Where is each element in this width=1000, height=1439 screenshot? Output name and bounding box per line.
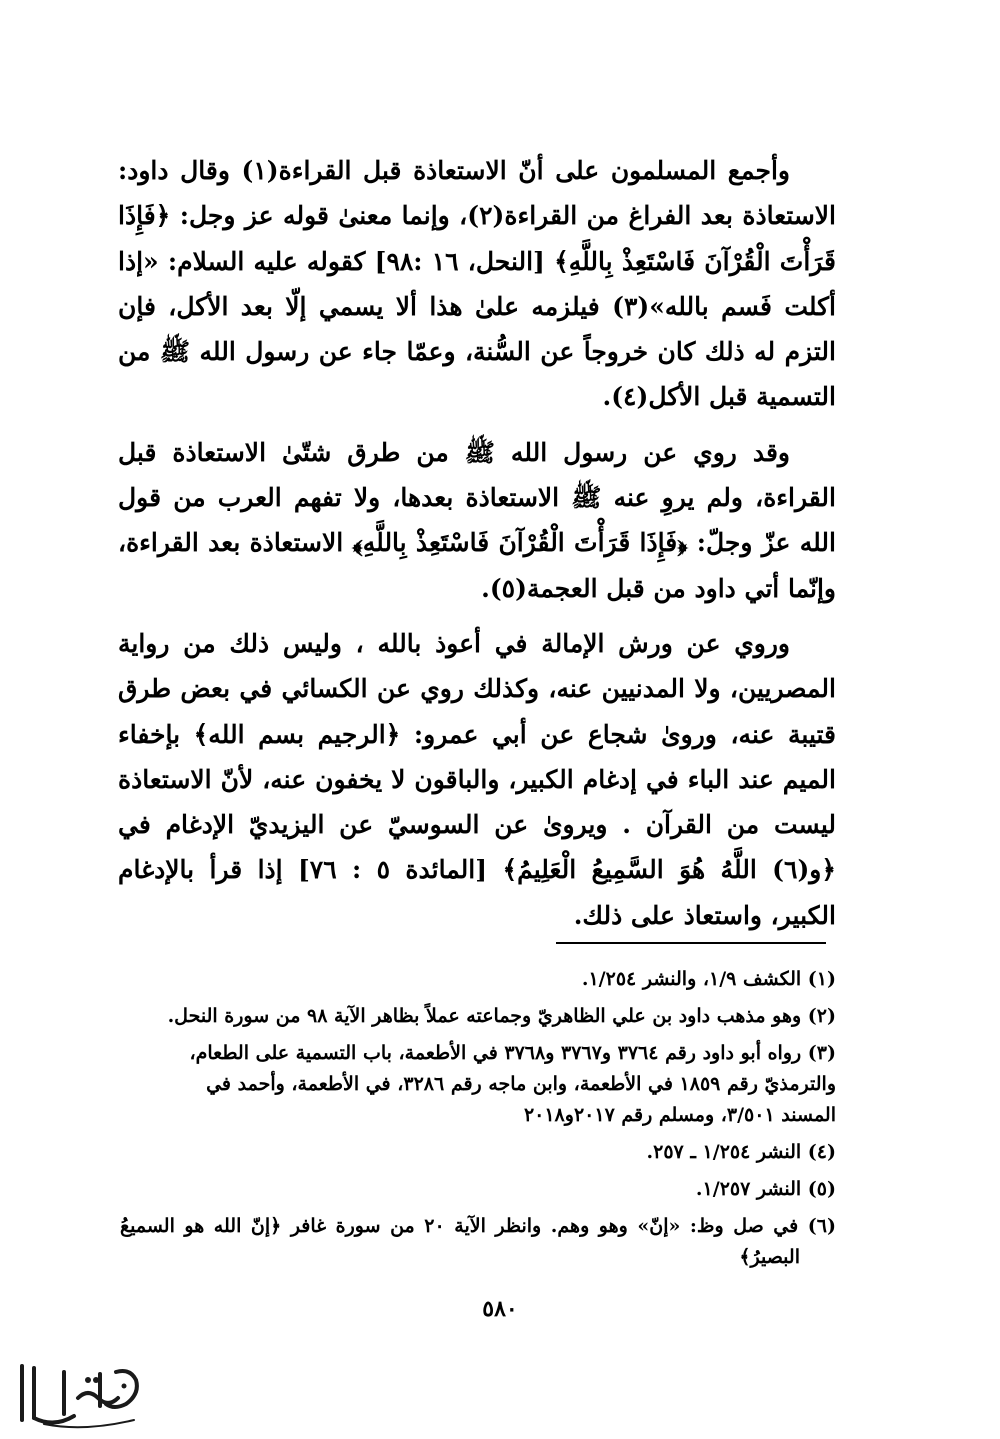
paragraph-3: وروي عن ورش الإمالة في أعوذ بالله ، وليس ذلك من رواية المصريين، ولا المدنيين عنه، وكذلك روي عن الكسائي في بعض طرق قتيبة عنه، وروىٰ شجاع عن أبي عمرو: ﴿الرجيم بسم الله﴾ بإخفاء الميم عند الباء في إدغام الكبير، والباقون لا يخفون عنه، لأنّ الاستعاذة ليست من القرآن . ويروىٰ عن السوسيّ عن اليزيديّ الإدغام في ﴿و(٦) اللَّهُ هُوَ السَّمِيعُ الْعَلِيمُ﴾ [المائدة ٥ : ٧٦] إذا قرأ بالإدغام الكبير، واستعاذ على ذلك. (118, 628, 836, 930)
footnote-line: (٢) وهو مذهب داود بن علي الظاهريّ وجماعته عملاً بظاهر الآية ٩٨ من سورة النحل. (167, 1005, 836, 1027)
footnote-2 (120, 1001, 836, 1032)
footnote-1 (120, 964, 836, 995)
footnote-5 (120, 1174, 836, 1205)
footnote-line: (٣) رواه أبو داود رقم ٣٧٦٤ و٣٧٦٧ و٣٧٦٨ في الأطعمة، باب التسمية على الطعام، (189, 1042, 836, 1064)
page-number: ٥٨٠ (482, 1296, 518, 1322)
footnote-line: المسند ٣/٥٠١، ومسلم رقم ٢٠١٧و٢٠١٨ (523, 1104, 836, 1126)
paragraph-2: وقد روي عن رسول الله ﷺ من طرق شتّىٰ الاستعاذة قبل القراءة، ولم يروِ عنه ﷺ الاستعاذة بعدها، ولا تفهم العرب من قول الله عزّ وجلّ: ﴿فَإِذَا قَرَأْتَ الْقُرْآنَ فَاسْتَعِذْ بِاللَّهِ﴾ الاستعاذة بعد القراءة، وإنّما أتي داود من قبل العجمة(٥). (118, 437, 836, 603)
footnote-line: (٦) في صل وظ: «إنّ» وهو وهم. وانظر الآية ٢٠ من سورة غافر ﴿إنّ الله هو السميعُ البصيرُ﴾ (120, 1215, 836, 1268)
footnote-4 (120, 1137, 836, 1168)
footnote-line: والترمذيّ رقم ١٨٥٩ في الأطعمة، وابن ماجه رقم ٣٢٨٦، في الأطعمة، وأحمد في (206, 1073, 836, 1095)
paragraph-1: وأجمع المسلمون على أنّ الاستعاذة قبل القراءة(١) وقال داود: الاستعاذة بعد الفراغ من القراءة(٢)، وإنما معنىٰ قوله عز وجل: ﴿فَإِذَا قَرَأْتَ الْقُرْآنَ فَاسْتَعِذْ بِاللَّهِ﴾ [النحل، ١٦ :٩٨] كقوله عليه السلام: «إذا أكلت فَسم بالله»(٣) فيلزمه علىٰ هذا ألا يسمي إلّا بعد الأكل، فإن التزم له ذلك كان خروجاً عن السُّنة، وعمّا جاء عن رسول الله ﷺ من التسمية قبل الأكل(٤). (118, 156, 837, 412)
calligraphy-seal-logo (4, 1358, 154, 1432)
footnote-3 (120, 1038, 836, 1131)
footnote-divider (556, 942, 826, 944)
main-text (118, 148, 836, 948)
footnote-6 (120, 1211, 836, 1273)
footnotes (120, 964, 836, 1279)
footnote-line: (١) الكشف ١/٩، والنشر ١/٢٥٤. (581, 968, 836, 990)
footnote-line: (٤) النشر ١/٢٥٤ ـ ٢٥٧. (646, 1141, 836, 1163)
footnote-line: (٥) النشر ١/٢٥٧. (695, 1178, 836, 1200)
